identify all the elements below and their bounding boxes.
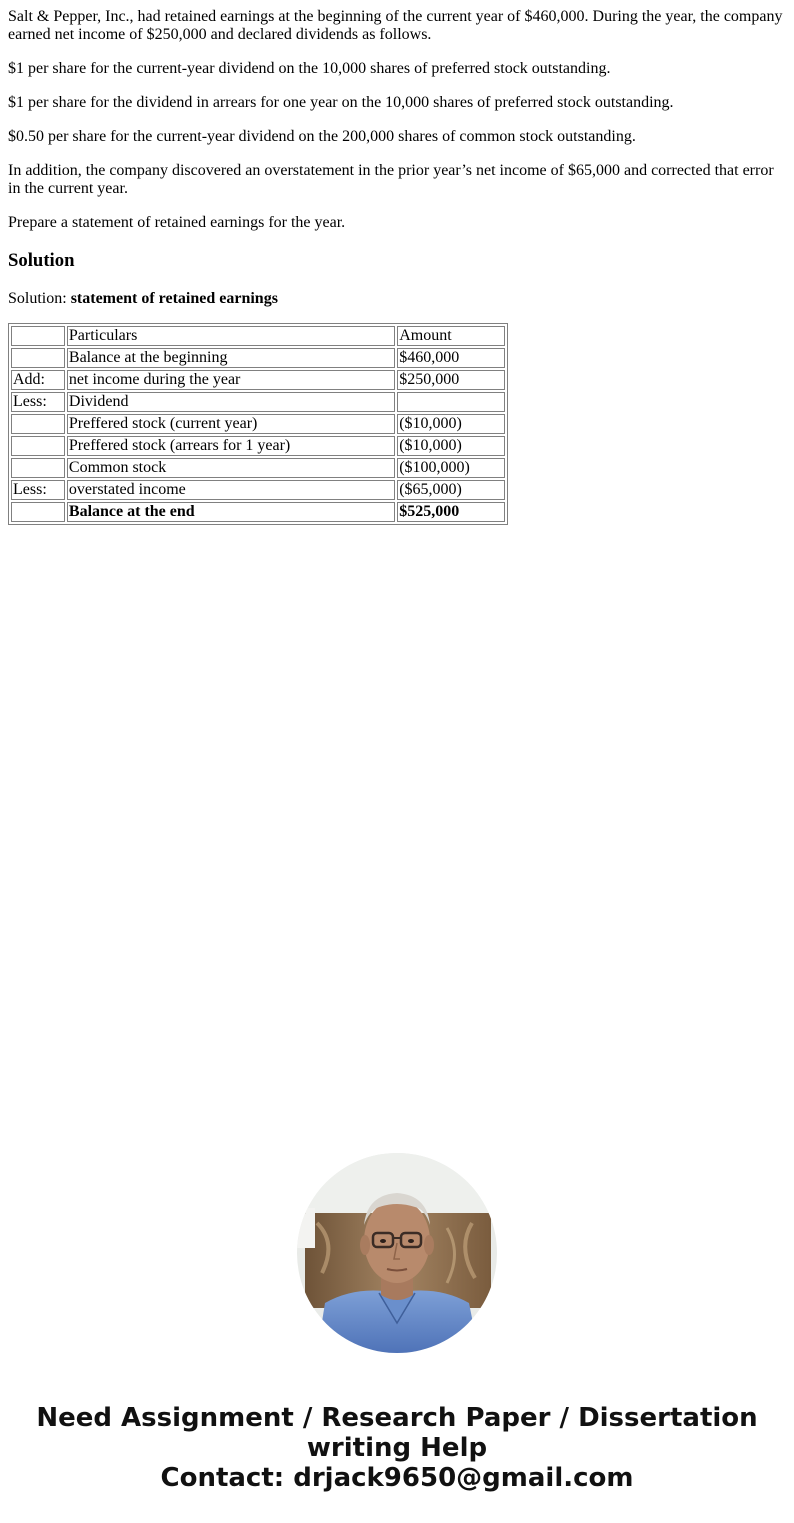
question-paragraph: Prepare a statement of retained earnings for the year. — [8, 214, 346, 231]
table-cell — [11, 502, 65, 522]
table-cell — [11, 414, 65, 434]
solution-intro — [8, 290, 786, 308]
table-total-label: Balance at the end — [67, 502, 395, 522]
question-paragraph: $1 per share for the dividend in arrears for one year on the 10,000 shares of preferred stock outstanding. — [8, 94, 674, 111]
table-cell: Less: — [11, 480, 65, 500]
table-cell: ($10,000) — [397, 414, 505, 434]
table-cell: Add: — [11, 370, 65, 390]
question-paragraph: $1 per share for the current-year dividend on the 10,000 shares of preferred stock outstanding. — [8, 60, 611, 77]
promo-contact: Contact: drjack9650@gmail.com — [160, 1463, 634, 1493]
table-cell: ($100,000) — [397, 458, 505, 478]
author-avatar — [297, 1153, 497, 1353]
table-cell: Common stock — [67, 458, 395, 478]
retained-earnings-table — [8, 323, 508, 525]
table-total-amount: $525,000 — [397, 502, 505, 522]
table-header-particulars: Particulars — [67, 326, 395, 346]
table-header-row — [11, 326, 505, 346]
table-total-row — [11, 502, 505, 522]
document-body — [8, 8, 786, 525]
table-cell — [11, 436, 65, 456]
table-cell: ($65,000) — [397, 480, 505, 500]
table-cell — [397, 392, 505, 412]
promo-line: writing Help — [306, 1433, 488, 1463]
table-cell — [11, 348, 65, 368]
table-row — [11, 414, 505, 434]
table-cell — [11, 326, 65, 346]
table-row — [11, 370, 505, 390]
table-cell: Preffered stock (arrears for 1 year) — [67, 436, 395, 456]
table-cell: Less: — [11, 392, 65, 412]
solution-intro-title: statement of retained earnings — [70, 290, 278, 307]
table-cell: Preffered stock (current year) — [67, 414, 395, 434]
table-cell: $250,000 — [397, 370, 505, 390]
question-paragraph: Salt & Pepper, Inc., had retained earnings at the beginning of the current year of $460,000. During the year, the company earned net income of $250,000 and declared dividends as follows. — [8, 8, 783, 43]
promo-banner — [0, 1403, 794, 1493]
table-cell — [11, 458, 65, 478]
table-header-amount: Amount — [397, 326, 505, 346]
table-cell: Dividend — [67, 392, 395, 412]
solution-intro-label: Solution: — [8, 290, 67, 307]
table-cell: net income during the year — [67, 370, 395, 390]
solution-heading: Solution — [8, 250, 75, 271]
table-row — [11, 348, 505, 368]
question-paragraph: In addition, the company discovered an overstatement in the prior year’s net income of $65,000 and corrected that error in the current year. — [8, 162, 774, 197]
table-cell: overstated income — [67, 480, 395, 500]
table-row — [11, 392, 505, 412]
table-row — [11, 480, 505, 500]
person-portrait-icon — [297, 1153, 497, 1353]
table-cell: $460,000 — [397, 348, 505, 368]
table-cell: ($10,000) — [397, 436, 505, 456]
promo-line: Need Assignment / Research Paper / Dissertation — [36, 1403, 758, 1433]
table-cell: Balance at the beginning — [67, 348, 395, 368]
table-row — [11, 458, 505, 478]
question-paragraph: $0.50 per share for the current-year dividend on the 200,000 shares of common stock outstanding. — [8, 128, 636, 145]
table-row — [11, 436, 505, 456]
